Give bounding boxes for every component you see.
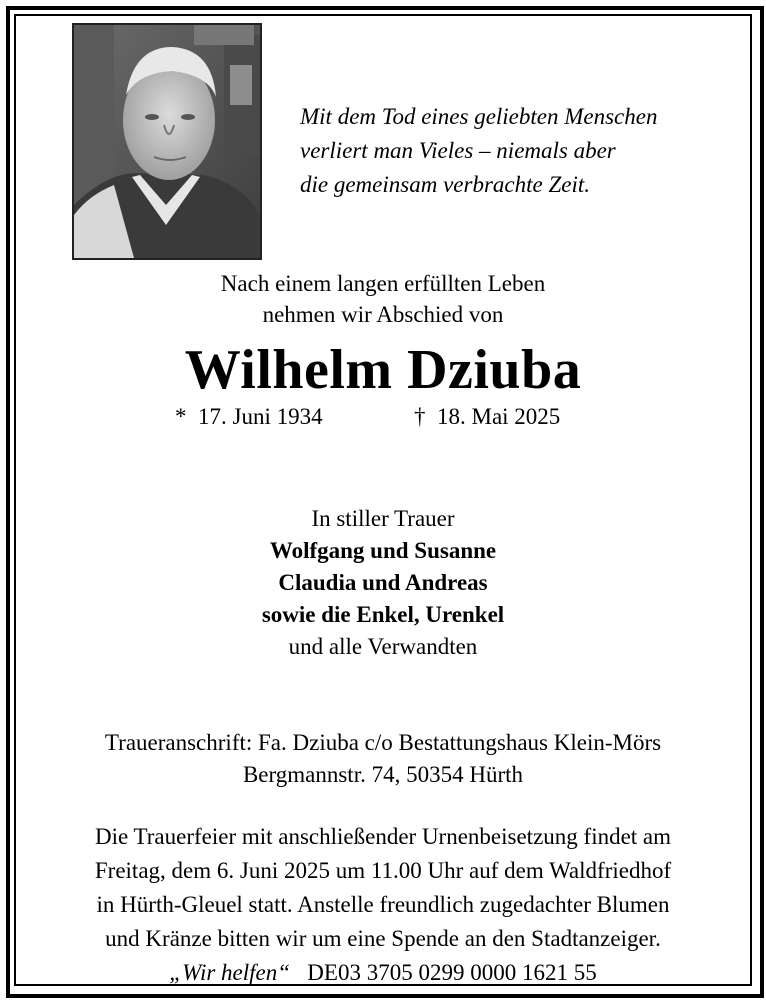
intro-text (20, 268, 746, 330)
birth-date-group (175, 404, 323, 430)
portrait-illustration (74, 25, 260, 258)
birth-date: 17. Juni 1934 (198, 404, 323, 429)
mourner-name: Claudia und Andreas (278, 570, 488, 595)
ceremony-line: Freitag, dem 6. Juni 2025 um 11.00 Uhr auf dem Waldfriedhof (94, 858, 672, 883)
life-dates (0, 404, 766, 436)
mourning-address (20, 727, 746, 791)
intro-line: nehmen wir Abschied von (262, 302, 504, 327)
ceremony-line: Die Trauerfeier mit anschließender Urnenbeisetzung findet am (94, 824, 672, 849)
mourners-heading: In stiller Trauer (311, 506, 455, 531)
mourner-name: Wolfgang und Susanne (269, 538, 497, 563)
ceremony-notice (20, 820, 746, 990)
portrait-photo (72, 23, 262, 260)
donation-iban: DE03 3705 0299 0000 1621 55 (307, 960, 597, 985)
ceremony-line: in Hürth-Gleuel statt. Anstelle freundlich zugedachter Blumen (96, 892, 670, 917)
death-symbol: † (414, 404, 426, 429)
intro-line: Nach einem langen erfüllten Leben (220, 271, 546, 296)
donation-name: „Wir helfen“ (169, 960, 291, 985)
mourners-closing: und alle Verwandten (288, 634, 478, 659)
birth-symbol: * (175, 404, 187, 429)
quote-line: die gemeinsam verbrachte Zeit. (300, 172, 590, 197)
ceremony-line: und Kränze bitten wir um eine Spende an den Stadtanzeiger. (105, 926, 661, 951)
death-date: 18. Mai 2025 (437, 404, 561, 429)
death-date-group (414, 404, 560, 430)
mourner-name: sowie die Enkel, Urenkel (261, 602, 505, 627)
address-line: Traueranschrift: Fa. Dziuba c/o Bestattungshaus Klein-Mörs (104, 730, 662, 755)
mourners-block (20, 503, 746, 663)
donation-line (20, 956, 746, 990)
quote-line: Mit dem Tod eines geliebten Menschen (300, 104, 658, 129)
address-line: Bergmannstr. 74, 50354 Hürth (242, 762, 524, 787)
deceased-name: Wilhelm Dziuba (184, 339, 582, 401)
memorial-quote (300, 100, 740, 202)
quote-line: verliert man Vieles – niemals aber (300, 138, 616, 163)
